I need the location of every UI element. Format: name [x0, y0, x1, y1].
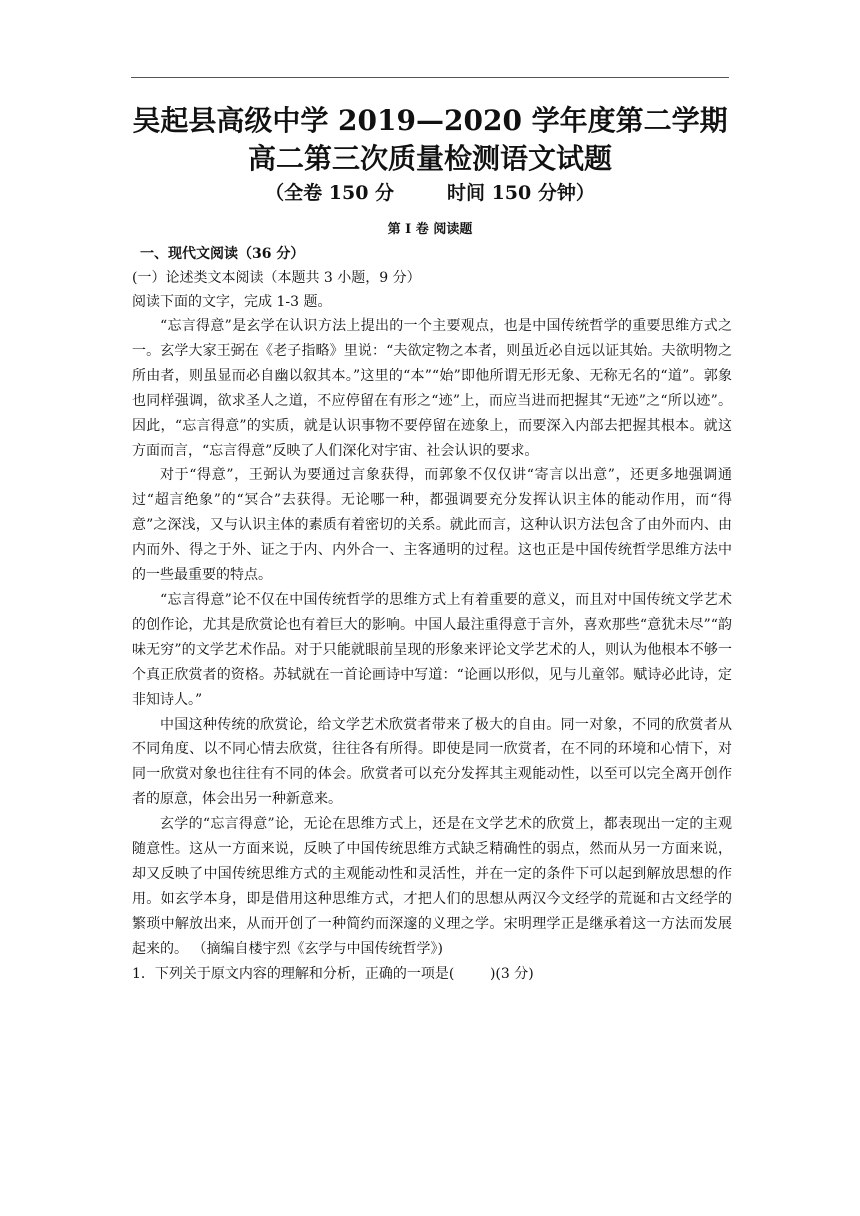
question-1: 1．下列关于原文内容的理解和分析，正确的一项是( )(3 分) — [132, 965, 534, 982]
exam-title-line3: （全卷 150 分 时间 150 分钟） — [265, 182, 595, 204]
exam-title-line1: 吴起县高级中学 2019—2020 学年度第二学期 — [132, 104, 728, 137]
subsection1-heading: (一）论述类文本阅读（本题共 3 小题，9 分） — [132, 270, 421, 286]
reading-instruction: 阅读下面的文字，完成 1-3 题。 — [132, 294, 332, 310]
paragraph-5: 玄学的“忘言得意”论，无论在思维方式上，还是在文学艺术的欣赏上，都表现出一定的主观随意性。这从一方面来说，反映了中国传统思维方式缺乏精确性的弱点，然而从另一方面来说，却又反映了中国传统思维方式的主观能动性和灵活性，并在一定的条件下可以起到解放思想的作用。如玄学本身，即是借用这种思维方式，才把人们的思想从两汉今文经学的荒诞和古文经学的繁琐中解放出来，从而开创了一种简约而深邃的义理之学。宋明理学正是继承着这一方法而发展起来的。 （摘编自楼宇烈《玄学与中国传统哲学》) — [132, 816, 732, 957]
paragraph-1: “忘言得意”是玄学在认识方法上提出的一个主要观点，也是中国传统哲学的重要思维方式之一。玄学大家王弼在《老子指略》里说：“夫欲定物之本者，则虽近必自远以证其始。夫欲明物之所由者，则虽显而必自幽以叙其本。”这里的“本”“始”即他所谓无形无象、无称无名的“道”。郭象也同样强调，欲求圣人之道，不应停留在有形之“迹”上，而应当进而把握其“无迹”之“所以迹”。因此，“忘言得意”的实质，就是认识事物不要停留在迹象上，而要深入内部去把握其根本。就这方面而言，“忘言得意”反映了人们深化对宇宙、社会认识的要求。 — [132, 318, 732, 459]
exam-title-line2: 高二第三次质量检测语文试题 — [247, 142, 612, 175]
paragraph-4: 中国这种传统的欣赏论，给文学艺术欣赏者带来了极大的自由。同一对象，不同的欣赏者从不同角度、以不同心情去欣赏，往往各有所得。即使是同一欣赏者，在不同的环境和心情下，对同一欣赏对象也往往有不同的体会。欣赏者可以充分发挥其主观能动性，以至可以完全离开创作者的原意，体会出另一种新意来。 — [132, 716, 732, 808]
paragraph-3: “忘言得意”论不仅在中国传统哲学的思维方式上有着重要的意义，而且对中国传统文学艺术的创作论，尤其是欣赏论也有着巨大的影响。中国人最注重得意于言外，喜欢那些“意犹未尽”“韵味无穷”的文学艺术作品。对于只能就眼前呈现的形象来评论文学艺术的人，则认为他根本不够一个真正欣赏者的资格。苏轼就在一首论画诗中写道：“论画以形似，见与儿童邻。赋诗必此诗，定非知诗人。” — [132, 591, 732, 708]
content-body — [132, 242, 732, 986]
paragraph-2: 对于“得意”，王弼认为要通过言象获得，而郭象不仅仅讲“寄言以出意”，还更多地强调通过“超言绝象”的“冥合”去获得。无论哪一种，都强调要充分发挥认识主体的能动作用，而“得意”之深浅，又与认识主体的素质有着密切的关系。就此而言，这种认识方法包含了由外而内、由内而外、得之于外、证之于内、内外合一、主客通明的过程。这也正是中国传统哲学思维方法中的一些最重要的特点。 — [132, 467, 732, 584]
header-rule — [131, 77, 729, 78]
part-title: 第 I 卷 阅读题 — [387, 222, 473, 237]
section1-heading: 一、现代文阅读（36 分） — [140, 246, 305, 262]
